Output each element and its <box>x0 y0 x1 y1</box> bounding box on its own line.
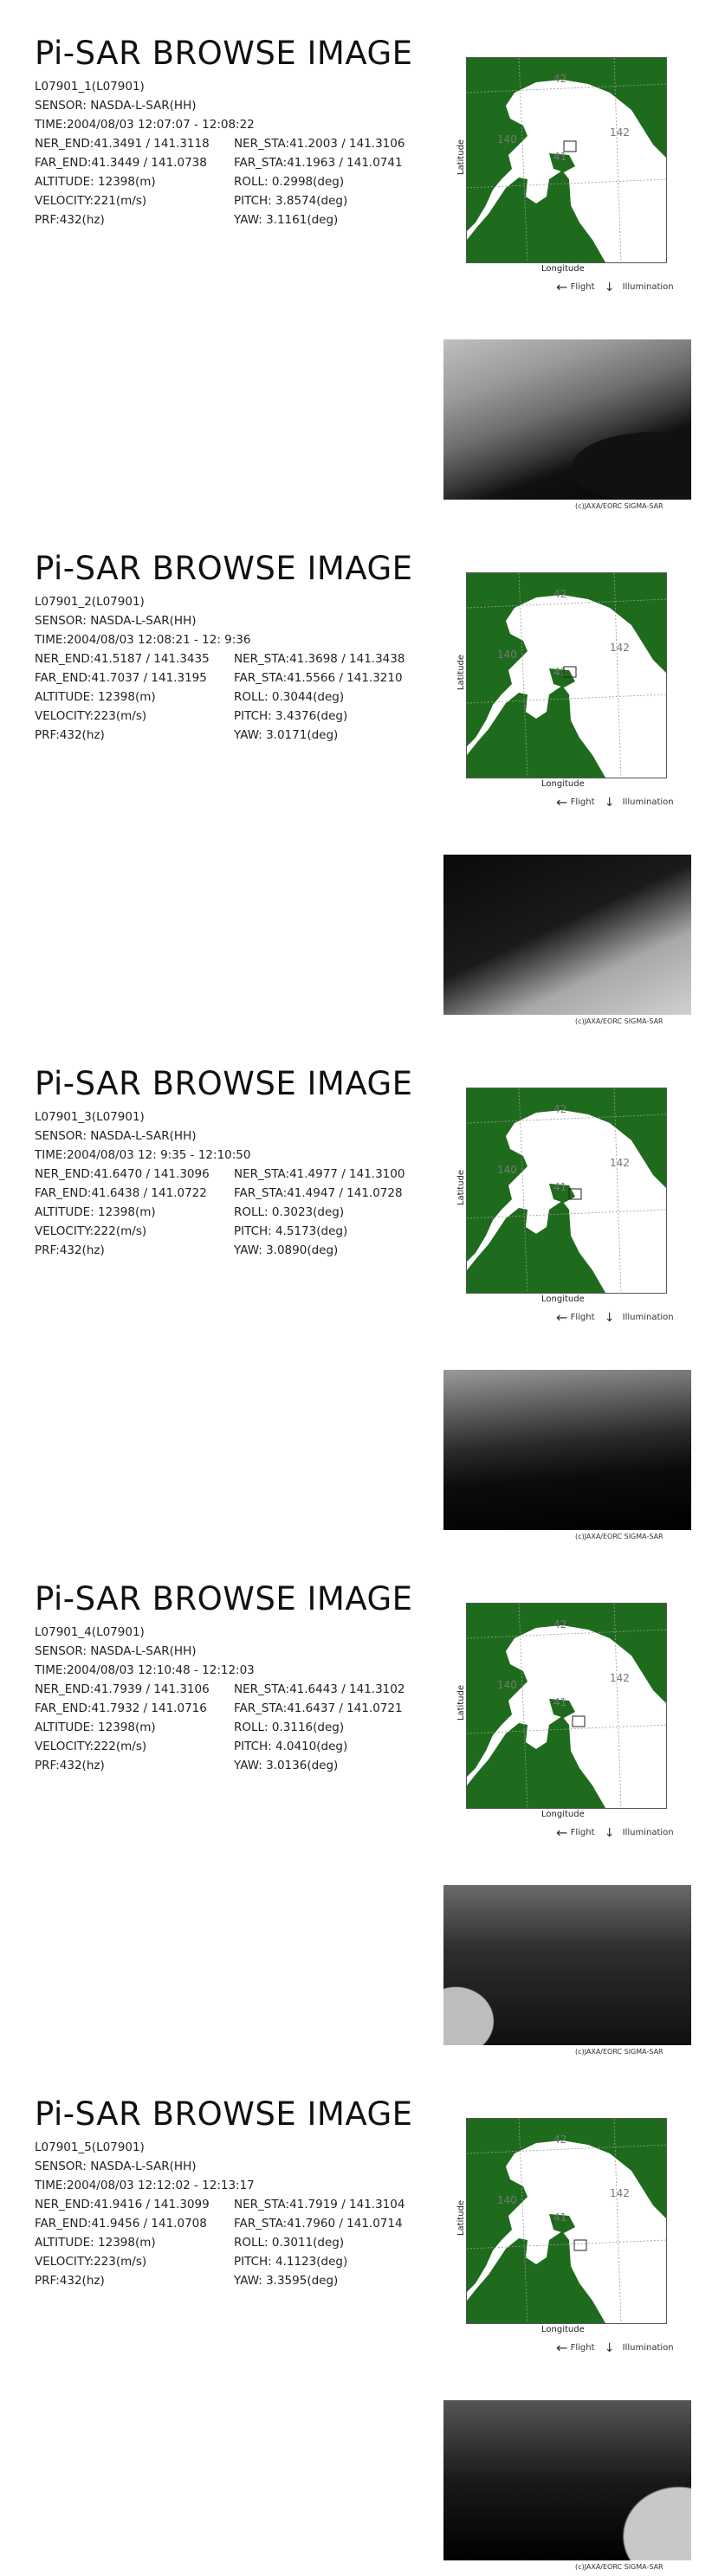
scene-id: L07901_4(L07901) <box>35 1625 145 1639</box>
browse-section-4 <box>0 1546 712 2061</box>
latitude-label: Latitude <box>456 2199 467 2237</box>
credit-text: (c)JAXA/EORC SIGMA-SAR <box>575 2563 663 2571</box>
longitude-label: Longitude <box>541 264 585 274</box>
scene-footprint <box>574 2240 586 2250</box>
grid-label: 42 <box>553 1103 567 1115</box>
latitude-label: Latitude <box>456 1684 467 1721</box>
grid-label: 140 <box>497 2194 517 2206</box>
pitch-text: PITCH: 4.5173(deg) <box>234 1224 348 1238</box>
arrow-down-icon: ↓ <box>604 1825 615 1840</box>
sensor-text: SENSOR: NASDA-L-SAR(HH) <box>35 1644 197 1658</box>
longitude-label: Longitude <box>541 1810 585 1819</box>
ner-sta-text: NER_STA:41.6443 / 141.3102 <box>234 1682 405 1696</box>
flight-label: Flight <box>570 1313 595 1322</box>
far-end-text: FAR_END:41.7037 / 141.3195 <box>35 671 207 685</box>
scene-id: L07901_3(L07901) <box>35 1110 145 1124</box>
flight-label: Flight <box>570 282 595 292</box>
velocity-text: VELOCITY:222(m/s) <box>35 1224 147 1238</box>
browse-section-3 <box>0 1030 712 1546</box>
arrow-left-icon: ← <box>556 794 568 810</box>
flight-label: Flight <box>570 2343 595 2353</box>
grid-label: 142 <box>610 1672 630 1684</box>
latitude-label: Latitude <box>456 654 467 691</box>
flight-legend <box>556 794 674 810</box>
far-sta-text: FAR_STA:41.5566 / 141.3210 <box>234 671 403 685</box>
flight-label: Flight <box>570 1828 595 1837</box>
grid-label: 42 <box>553 2134 567 2146</box>
flight-legend <box>556 1309 674 1326</box>
roll-text: ROLL: 0.3023(deg) <box>234 1205 345 1219</box>
sensor-text: SENSOR: NASDA-L-SAR(HH) <box>35 1129 197 1143</box>
map-svg <box>467 1088 666 1293</box>
longitude-label: Longitude <box>541 779 585 789</box>
altitude-text: ALTITUDE: 12398(m) <box>35 690 156 704</box>
illumination-label: Illumination <box>622 1313 674 1322</box>
credit-text: (c)JAXA/EORC SIGMA-SAR <box>575 1533 663 1540</box>
grid-label: 41 <box>553 666 567 678</box>
sensor-text: SENSOR: NASDA-L-SAR(HH) <box>35 614 197 628</box>
prf-text: PRF:432(hz) <box>35 1243 105 1257</box>
far-sta-text: FAR_STA:41.1963 / 141.0741 <box>234 156 403 170</box>
velocity-text: VELOCITY:223(m/s) <box>35 709 147 723</box>
location-map <box>466 57 667 263</box>
map-svg <box>467 1604 666 1808</box>
time-text: TIME:2004/08/03 12:07:07 - 12:08:22 <box>35 118 255 132</box>
grid-label: 140 <box>497 133 517 145</box>
scene-footprint <box>573 1716 585 1727</box>
altitude-text: ALTITUDE: 12398(m) <box>35 2236 156 2250</box>
sensor-text: SENSOR: NASDA-L-SAR(HH) <box>35 2160 197 2173</box>
arrow-down-icon: ↓ <box>604 280 615 294</box>
location-map <box>466 1603 667 1809</box>
section-title: Pi-SAR BROWSE IMAGE <box>35 1580 413 1617</box>
illumination-label: Illumination <box>622 797 674 807</box>
arrow-left-icon: ← <box>556 1824 568 1841</box>
far-sta-text: FAR_STA:41.6437 / 141.0721 <box>234 1701 403 1715</box>
grid-label: 41 <box>553 2211 567 2224</box>
credit-text: (c)JAXA/EORC SIGMA-SAR <box>575 2048 663 2056</box>
location-map <box>466 572 667 778</box>
ner-sta-text: NER_STA:41.3698 / 141.3438 <box>234 652 405 666</box>
credit-text: (c)JAXA/EORC SIGMA-SAR <box>575 1017 663 1025</box>
arrow-down-icon: ↓ <box>604 2340 615 2355</box>
far-end-text: FAR_END:41.7932 / 141.0716 <box>35 1701 207 1715</box>
altitude-text: ALTITUDE: 12398(m) <box>35 1205 156 1219</box>
flight-legend <box>556 1824 674 1841</box>
time-text: TIME:2004/08/03 12: 9:35 - 12:10:50 <box>35 1148 251 1162</box>
sar-image <box>443 2400 691 2560</box>
grid-label: 41 <box>553 151 567 163</box>
map-svg <box>467 573 666 778</box>
yaw-text: YAW: 3.0136(deg) <box>234 1759 339 1772</box>
ner-end-text: NER_END:41.6470 / 141.3096 <box>35 1167 210 1181</box>
roll-text: ROLL: 0.3116(deg) <box>234 1721 345 1734</box>
latitude-label: Latitude <box>456 1169 467 1206</box>
latitude-label: Latitude <box>456 139 467 176</box>
roll-text: ROLL: 0.3011(deg) <box>234 2236 345 2250</box>
arrow-down-icon: ↓ <box>604 795 615 810</box>
illumination-label: Illumination <box>622 1828 674 1837</box>
grid-label: 142 <box>610 1157 630 1169</box>
pitch-text: PITCH: 3.4376(deg) <box>234 709 348 723</box>
ner-sta-text: NER_STA:41.2003 / 141.3106 <box>234 137 405 151</box>
longitude-label: Longitude <box>541 1294 585 1304</box>
illumination-label: Illumination <box>622 2343 674 2353</box>
arrow-left-icon: ← <box>556 279 568 295</box>
location-map <box>466 2118 667 2324</box>
sar-image <box>443 855 691 1015</box>
scene-id: L07901_1(L07901) <box>35 80 145 94</box>
far-end-text: FAR_END:41.3449 / 141.0738 <box>35 156 207 170</box>
yaw-text: YAW: 3.3595(deg) <box>234 2274 339 2288</box>
time-text: TIME:2004/08/03 12:08:21 - 12: 9:36 <box>35 633 251 647</box>
prf-text: PRF:432(hz) <box>35 213 105 227</box>
grid-label: 42 <box>553 1618 567 1630</box>
grid-label: 140 <box>497 649 517 661</box>
section-title: Pi-SAR BROWSE IMAGE <box>35 2095 413 2133</box>
far-sta-text: FAR_STA:41.7960 / 141.0714 <box>234 2217 403 2231</box>
section-title: Pi-SAR BROWSE IMAGE <box>35 550 413 587</box>
location-map <box>466 1088 667 1294</box>
pitch-text: PITCH: 3.8574(deg) <box>234 194 348 208</box>
sar-image <box>443 1885 691 2045</box>
velocity-text: VELOCITY:222(m/s) <box>35 1740 147 1753</box>
sar-image <box>443 1370 691 1530</box>
flight-legend <box>556 2340 674 2356</box>
section-title: Pi-SAR BROWSE IMAGE <box>35 35 413 72</box>
credit-text: (c)JAXA/EORC SIGMA-SAR <box>575 502 663 510</box>
far-end-text: FAR_END:41.6438 / 141.0722 <box>35 1186 207 1200</box>
scene-id: L07901_5(L07901) <box>35 2140 145 2154</box>
ner-sta-text: NER_STA:41.7919 / 141.3104 <box>234 2198 405 2211</box>
prf-text: PRF:432(hz) <box>35 728 105 742</box>
ner-sta-text: NER_STA:41.4977 / 141.3100 <box>234 1167 405 1181</box>
arrow-left-icon: ← <box>556 2340 568 2356</box>
ner-end-text: NER_END:41.5187 / 141.3435 <box>35 652 210 666</box>
flight-legend <box>556 279 674 295</box>
ner-end-text: NER_END:41.7939 / 141.3106 <box>35 1682 210 1696</box>
arrow-down-icon: ↓ <box>604 1310 615 1325</box>
sar-image <box>443 339 691 500</box>
velocity-text: VELOCITY:223(m/s) <box>35 2255 147 2269</box>
grid-label: 140 <box>497 1164 517 1176</box>
altitude-text: ALTITUDE: 12398(m) <box>35 1721 156 1734</box>
grid-label: 142 <box>610 126 630 139</box>
pitch-text: PITCH: 4.1123(deg) <box>234 2255 348 2269</box>
browse-section-5 <box>0 2061 712 2576</box>
yaw-text: YAW: 3.0890(deg) <box>234 1243 339 1257</box>
browse-section-2 <box>0 515 712 1030</box>
grid-label: 42 <box>553 588 567 600</box>
arrow-left-icon: ← <box>556 1309 568 1326</box>
sensor-text: SENSOR: NASDA-L-SAR(HH) <box>35 99 197 113</box>
prf-text: PRF:432(hz) <box>35 2274 105 2288</box>
ner-end-text: NER_END:41.3491 / 141.3118 <box>35 137 210 151</box>
time-text: TIME:2004/08/03 12:12:02 - 12:13:17 <box>35 2179 255 2192</box>
yaw-text: YAW: 3.1161(deg) <box>234 213 339 227</box>
browse-section-1 <box>0 0 712 515</box>
map-svg <box>467 2119 666 2323</box>
illumination-label: Illumination <box>622 282 674 292</box>
map-svg <box>467 58 666 262</box>
grid-label: 41 <box>553 1696 567 1708</box>
grid-label: 42 <box>553 73 567 85</box>
far-sta-text: FAR_STA:41.4947 / 141.0728 <box>234 1186 403 1200</box>
altitude-text: ALTITUDE: 12398(m) <box>35 175 156 189</box>
roll-text: ROLL: 0.3044(deg) <box>234 690 345 704</box>
time-text: TIME:2004/08/03 12:10:48 - 12:12:03 <box>35 1663 255 1677</box>
roll-text: ROLL: 0.2998(deg) <box>234 175 345 189</box>
prf-text: PRF:432(hz) <box>35 1759 105 1772</box>
longitude-label: Longitude <box>541 2325 585 2334</box>
grid-label: 142 <box>610 2187 630 2199</box>
velocity-text: VELOCITY:221(m/s) <box>35 194 147 208</box>
far-end-text: FAR_END:41.9456 / 141.0708 <box>35 2217 207 2231</box>
flight-label: Flight <box>570 797 595 807</box>
grid-label: 140 <box>497 1679 517 1691</box>
section-title: Pi-SAR BROWSE IMAGE <box>35 1065 413 1102</box>
yaw-text: YAW: 3.0171(deg) <box>234 728 339 742</box>
grid-label: 142 <box>610 642 630 654</box>
ner-end-text: NER_END:41.9416 / 141.3099 <box>35 2198 210 2211</box>
grid-label: 41 <box>553 1181 567 1193</box>
pitch-text: PITCH: 4.0410(deg) <box>234 1740 348 1753</box>
scene-id: L07901_2(L07901) <box>35 595 145 609</box>
